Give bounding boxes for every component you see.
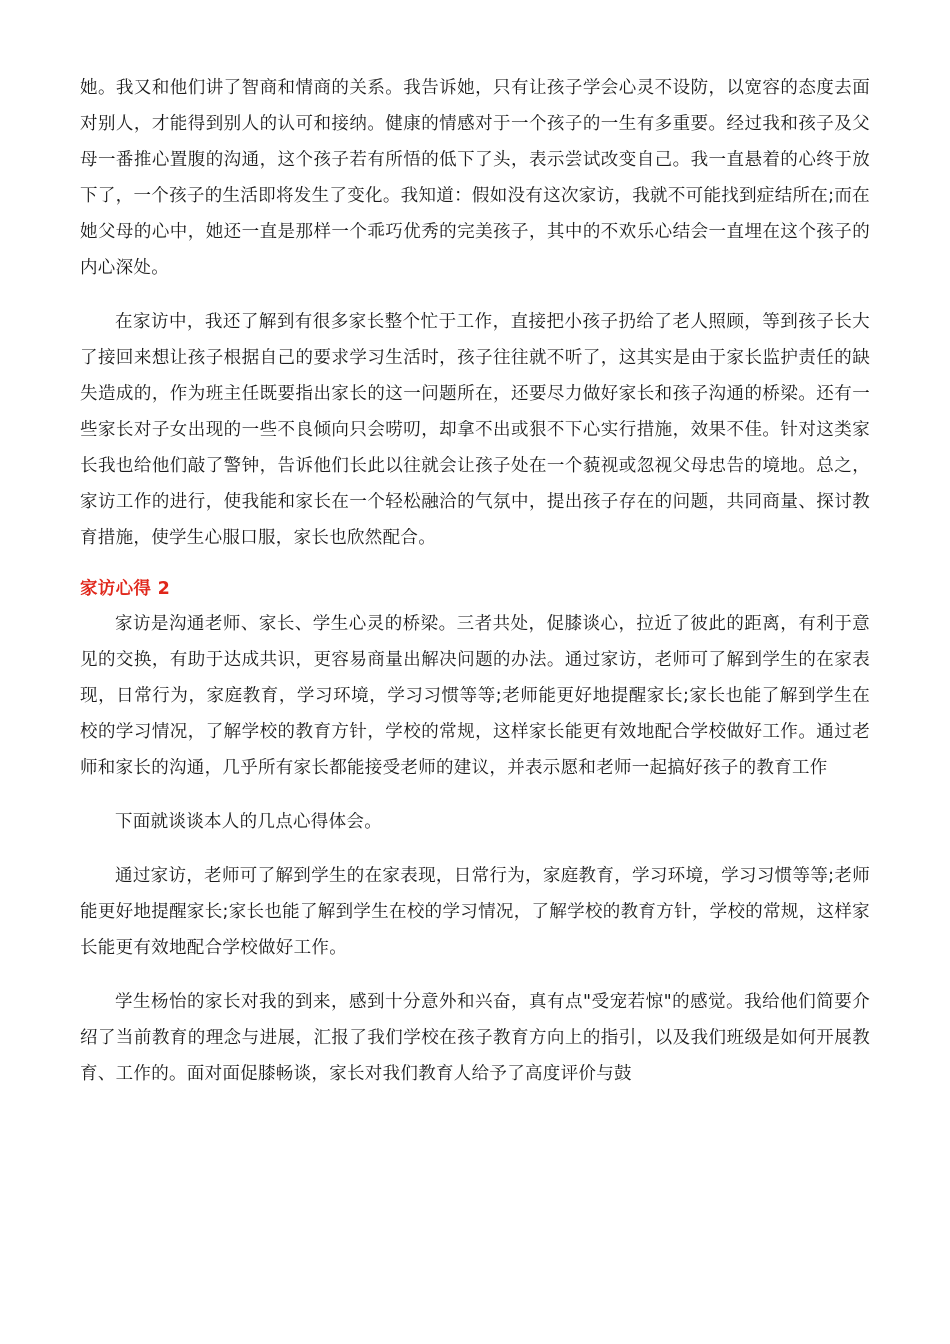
section2-paragraph-3: 通过家访，老师可了解到学生的在家表现，日常行为，家庭教育，学习环境，学习习惯等等;老师能更好地提醒家长;家长也能了解到学生在校的学习情况，了解学校的教育方针，学校的常规，这样家长能更有效地配合学校做好工作。 [80,866,870,958]
section2-paragraph-4: 学生杨怡的家长对我的到来，感到十分意外和兴奋，真有点"受宠若惊"的感觉。我给他们简要介绍了当前教育的理念与进展，汇报了我们学校在孩子教育方向上的指引，以及我们班级是如何开展教育、工作的。面对面促膝畅谈，家长对我们教育人给予了高度评价与鼓 [80,992,870,1084]
section-heading: 家访心得 2 [80,579,171,599]
paragraph-1: 她。我又和他们讲了智商和情商的关系。我告诉她，只有让孩子学会心灵不设防，以宽容的态度去面对别人，才能得到别人的认可和接纳。健康的情感对于一个孩子的一生有多重要。经过我和孩子及父母一番推心置腹的沟通，这个孩子若有所悟的低下了头，表示尝试改变自己。我一直悬着的心终于放下了，一个孩子的生活即将发生了变化。我知道：假如没有这次家访，我就不可能找到症结所在;而在她父母的心中，她还一直是那样一个乖巧优秀的完美孩子，其中的不欢乐心结会一直埋在这个孩子的内心深处。 [80,78,870,278]
section2-paragraph-2: 下面就谈谈本人的几点心得体会。 [115,812,382,832]
document-body [80,70,870,1092]
section2-paragraph-1: 家访是沟通老师、家长、学生心灵的桥梁。三者共处，促膝谈心，拉近了彼此的距离，有利于意见的交换，有助于达成共识，更容易商量出解决问题的办法。通过家访，老师可了解到学生的在家表现，日常行为，家庭教育，学习环境，学习习惯等等;老师能更好地提醒家长;家长也能了解到学生在校的学习情况，了解学校的教育方针，学校的常规，这样家长能更有效地配合学校做好工作。通过老师和家长的沟通，几乎所有家长都能接受老师的建议，并表示愿和老师一起搞好孩子的教育工作 [80,614,870,778]
paragraph-2: 在家访中，我还了解到有很多家长整个忙于工作，直接把小孩子扔给了老人照顾，等到孩子长大了接回来想让孩子根据自己的要求学习生活时，孩子往往就不听了，这其实是由于家长监护责任的缺失造成的，作为班主任既要指出家长的这一问题所在，还要尽力做好家长和孩子沟通的桥梁。还有一些家长对子女出现的一些不良倾向只会唠叨，却拿不出或狠不下心实行措施，效果不佳。针对这类家长我也给他们敲了警钟，告诉他们长此以往就会让孩子处在一个藐视或忽视父母忠告的境地。总之，家访工作的进行，使我能和家长在一个轻松融洽的气氛中，提出孩子存在的问题，共同商量、探讨教育措施，使学生心服口服，家长也欣然配合。 [80,312,870,548]
